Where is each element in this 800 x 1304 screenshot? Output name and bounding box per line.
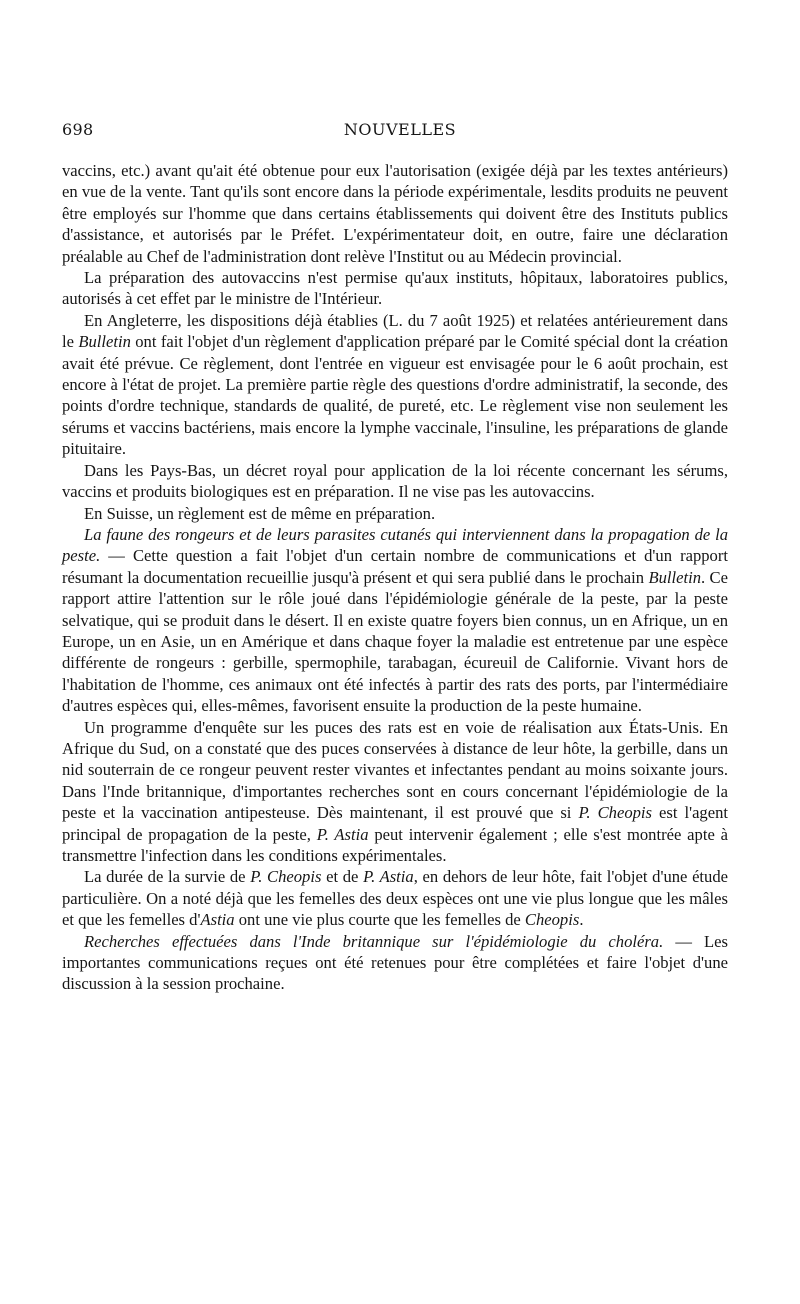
paragraph-6: [62, 524, 728, 717]
paragraph-6-before: — Cette question a fait l'objet d'un certain nombre de communications et d'un rapport résumant la documentation recueillie jusqu'à présent et qui sera publié dans le prochain: [62, 546, 728, 587]
paragraph-4: [62, 460, 728, 503]
paragraph-6-title: La faune des rongeurs et de leurs parasites cutanés qui interviennent dans la propagation de la peste.: [62, 524, 728, 566]
paragraph-5-text: En Suisse, un règlement est de même en préparation.: [84, 503, 436, 523]
paragraph-9-title: Recherches effectuées dans l'Inde britannique sur l'épidémiologie du choléra.: [84, 931, 664, 951]
paragraph-2-text: La préparation des autovaccins n'est permise qu'aux instituts, hôpitaux, laboratoires publics, autorisés à cet effet par le ministre de l'Intérieur.: [62, 268, 728, 309]
paragraph-3-before: En Angleterre, les dispositions déjà établies (L. du 7 août 1925) et relatées antérieurement dans le: [62, 310, 728, 352]
paragraph-7-after: peut intervenir également ; elle s'est montrée apte à transmettre l'infection dans les conditions expérimentales.: [62, 824, 728, 865]
paragraph-9-after: — Les importantes communications reçues ont été retenues pour être complétées et faire l'objet d'une discussion à la session prochaine.: [62, 931, 728, 994]
paragraph-8-italic-4: Cheopis: [524, 910, 580, 930]
paragraph-9: [62, 931, 728, 995]
paragraph-2: [62, 267, 728, 310]
paragraph-8-after: .: [579, 910, 584, 930]
paragraph-3-italic: Bulletin: [78, 332, 131, 352]
paragraph-7: [62, 717, 728, 867]
article-body: [62, 160, 728, 995]
page-number: 698: [62, 120, 94, 139]
paragraph-1-text: vaccins, etc.) avant qu'ait été obtenue pour eux l'autorisation (exigée déjà par les textes antérieurs) en vue de la vente. Tant qu'ils sont encore dans la période expérimentale, lesdits produits ne peuvent être employés sur l'homme que dans certains établissements qui doivent être des Instituts publics d'assistance, et autorisés par le Préfet. L'expérimentateur doit, en outre, faire une déclaration préalable au Chef de l'administration dont relève l'Institut ou au Médecin provincial.: [62, 161, 728, 266]
paragraph-8-italic-1: P. Cheopis: [250, 867, 322, 887]
paragraph-7-middle: est l'agent principal de propagation de la peste,: [62, 803, 729, 844]
paragraph-7-italic-2: P. Astia: [316, 824, 369, 844]
paragraph-7-italic-1: P. Cheopis: [578, 803, 652, 823]
paragraph-6-italic: Bulletin: [648, 567, 701, 587]
paragraph-3-after: ont fait l'objet d'un règlement d'application préparé par le Comité spécial dont la création avait été prévue. Ce règlement, dont l'entrée en vigueur est envisagée pour le 6 août prochain, est encore à l'état de projet. La première partie règle des questions d'ordre administratif, la seconde, des points d'ordre technique, standards de qualité, de pureté, etc. Le règlement vise non seulement les sérums et vaccins bactériens, mais encore la lymphe vaccinale, l'insuline, les préparations de glande pituitaire.: [62, 332, 729, 459]
paragraph-8-middle-3: ont une vie plus courte que les femelles de: [234, 910, 525, 930]
paragraph-5: [62, 503, 728, 524]
paragraph-8: [62, 866, 728, 930]
running-title: NOUVELLES: [343, 120, 457, 139]
paragraph-8-before: La durée de la survie de: [84, 867, 251, 887]
paragraph-4-text: Dans les Pays-Bas, un décret royal pour application de la loi récente concernant les sérums, vaccins et produits biologiques est en préparation. Il ne vise pas les autovaccins.: [62, 460, 728, 502]
paragraph-8-middle-1: et de: [321, 867, 364, 887]
paragraph-6-after: . Ce rapport attire l'attention sur le rôle joué dans l'épidémiologie générale de la peste, par la peste selvatique, qui se produit dans le désert. Il en existe quatre foyers bien connus, un en Afrique, un en Europe, un en Asie, un en Amérique et dans chaque foyer la maladie est entretenue par une espèce différente de rongeurs : gerbille, spermophile, tarabagan, écureuil de Californie. Vivant hors de l'habitation de l'homme, ces animaux ont été infectés à partir des rats des ports, par l'intermédiaire d'autres espèces qui, elles-mêmes, favorisent ensuite la production de la peste humaine.: [62, 567, 728, 716]
paragraph-8-italic-2: P. Astia: [363, 867, 414, 887]
paragraph-8-italic-3: Astia: [200, 910, 235, 930]
paragraph-3: [62, 310, 728, 460]
paragraph-1: [62, 160, 728, 267]
paragraph-7-before: Un programme d'enquête sur les puces des rats est en voie de réalisation aux États-Unis. En Afrique du Sud, on a constaté que des puces conservées à distance de leur hôte, la gerbille, dans un nid souterrain de ce rongeur peuvent rester vivantes et infectantes pendant au moins soixante jours. Dans l'Inde britannique, d'importantes recherches sont en cours concernant l'épidémiologie de la peste et la vaccination antipesteuse. Dès maintenant, il est prouvé que si: [62, 717, 728, 823]
paragraph-8-middle-2: , en dehors de leur hôte, fait l'objet d'une étude particulière. On a noté déjà que les femelles des deux espèces ont une vie plus longue que les mâles et que les femelles d': [62, 867, 729, 930]
